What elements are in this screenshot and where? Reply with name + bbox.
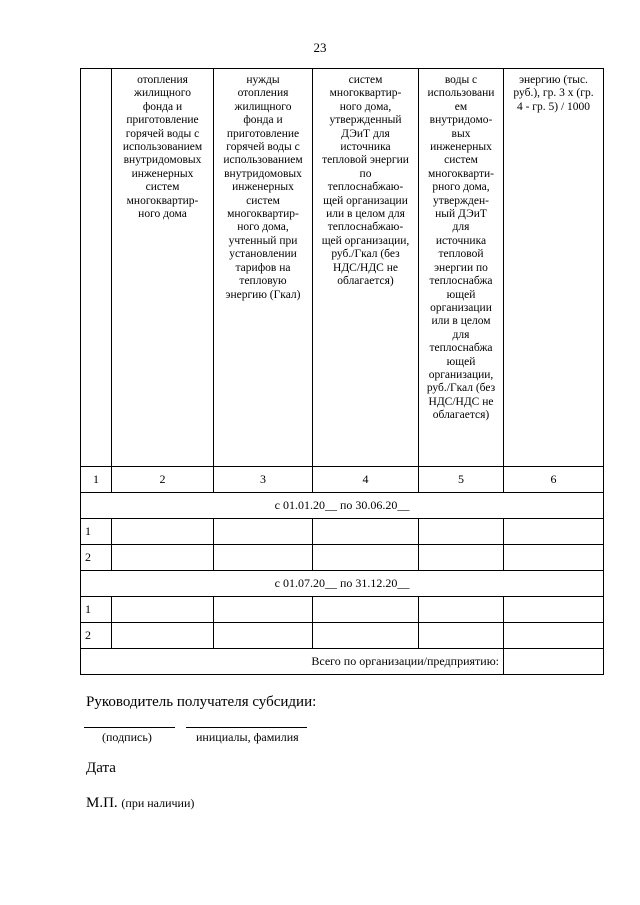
input-cell[interactable]: [313, 519, 419, 545]
column-number: 5: [419, 467, 504, 493]
total-label: Всего по организации/предприятию:: [81, 649, 504, 675]
period-row-second-half: [81, 571, 604, 597]
name-caption: инициалы, фамилия: [196, 730, 299, 744]
row-number: 1: [81, 519, 112, 545]
input-cell[interactable]: [504, 519, 604, 545]
period-label: с 01.07.20__ по 31.12.20__: [81, 571, 604, 597]
header-cell-4: систем многоквартир- ного дома, утвержденный ДЭиТ для источника тепловой энергии по теплоснабжаю- щей организации или в целом для теплоснабжаю- щей организации, руб./Гкал (без НДС/НДС не облагается): [313, 69, 419, 467]
table-header-row: [81, 69, 604, 467]
column-number: 3: [214, 467, 313, 493]
input-cell[interactable]: [313, 623, 419, 649]
table-row: [81, 623, 604, 649]
input-cell[interactable]: [419, 623, 504, 649]
date-label: Дата: [86, 760, 116, 776]
column-number: 6: [504, 467, 604, 493]
input-cell[interactable]: [112, 519, 214, 545]
header-cell-2: отопления жилищного фонда и приготовление горячей воды с использованием внутридомовых инженерных систем многоквартир- ного дома: [112, 69, 214, 467]
page-number: 23: [313, 40, 327, 55]
input-cell[interactable]: [504, 623, 604, 649]
input-cell[interactable]: [313, 545, 419, 571]
stamp-label: [86, 795, 194, 812]
input-cell[interactable]: [214, 519, 313, 545]
period-label: с 01.01.20__ по 30.06.20__: [81, 493, 604, 519]
stamp-abbrev: М.П.: [86, 795, 118, 811]
name-line[interactable]: [186, 710, 307, 728]
input-cell[interactable]: [214, 623, 313, 649]
header-cell-6: энергию (тыс. руб.), гр. 3 х (гр. 4 - гр. 5) / 1000: [504, 69, 604, 467]
signature-title: Руководитель получателя субсидии:: [86, 694, 317, 710]
table-row: [81, 545, 604, 571]
input-cell[interactable]: [112, 545, 214, 571]
row-number: 1: [81, 597, 112, 623]
input-cell[interactable]: [419, 545, 504, 571]
input-cell[interactable]: [313, 597, 419, 623]
input-cell[interactable]: [112, 623, 214, 649]
input-cell[interactable]: [214, 597, 313, 623]
column-number: 4: [313, 467, 419, 493]
row-number: 2: [81, 623, 112, 649]
signature-line[interactable]: [84, 710, 175, 728]
input-cell[interactable]: [419, 597, 504, 623]
total-value-cell[interactable]: [504, 649, 604, 675]
table-row: [81, 597, 604, 623]
period-row-first-half: [81, 493, 604, 519]
table-row: [81, 519, 604, 545]
column-number-row: [81, 467, 604, 493]
column-number: 1: [81, 467, 112, 493]
row-number: 2: [81, 545, 112, 571]
input-cell[interactable]: [504, 597, 604, 623]
header-cell-3: нужды отопления жилищного фонда и приготовление горячей воды с использованием внутридомовых инженерных систем многоквартир- ного дома, учтенный при установлении тарифов на тепловую энергию (Гкал): [214, 69, 313, 467]
input-cell[interactable]: [419, 519, 504, 545]
signature-caption: (подпись): [102, 730, 152, 744]
input-cell[interactable]: [112, 597, 214, 623]
header-cell-1: [81, 69, 112, 467]
subsidy-calculation-table: [80, 68, 604, 675]
total-row: [81, 649, 604, 675]
stamp-note: (при наличии): [121, 796, 195, 810]
column-number: 2: [112, 467, 214, 493]
header-cell-5: воды с использовани ем внутридомо- вых инженерных систем многокварти- рного дома, утвержден- ный ДЭиТ для источника тепловой энергии по теплоснабжа ющей организации или в целом для теплоснабжа ющей организации, руб./Гкал (без НДС/НДС не облагается): [419, 69, 504, 467]
input-cell[interactable]: [504, 545, 604, 571]
input-cell[interactable]: [214, 545, 313, 571]
